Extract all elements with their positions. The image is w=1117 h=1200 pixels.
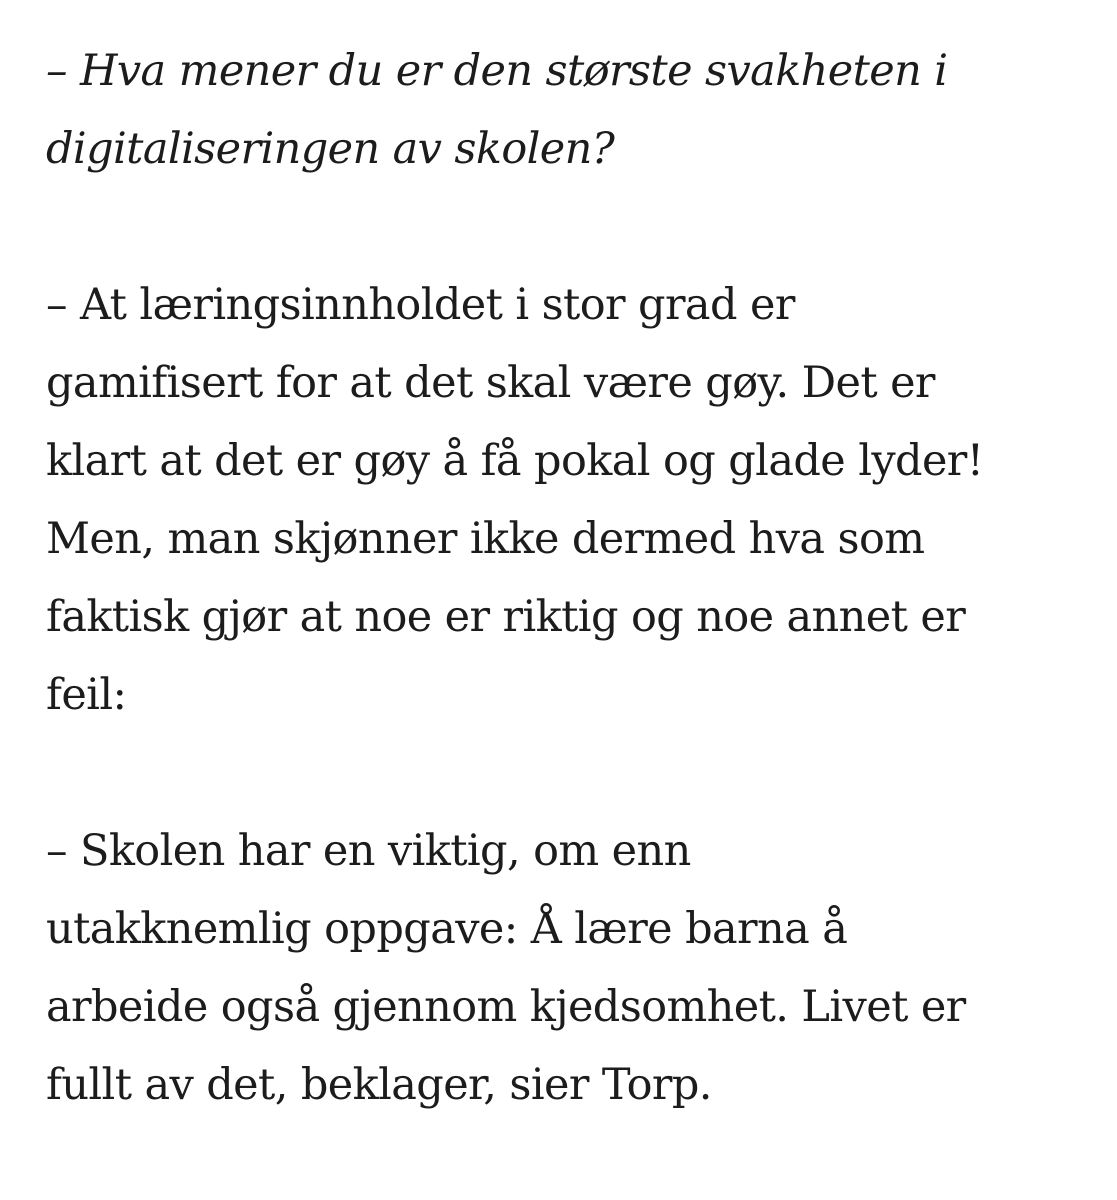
answer-paragraph: – Skolen har en viktig, om enn utakknemlig oppgave: Å lære barna å arbeide også gjennom kjedsomhet. Livet er fullt av det, beklager, sier Torp. [46, 826, 966, 1110]
article-body [46, 32, 1086, 1124]
interview-question: – Hva mener du er den største svakheten i digitaliseringen av skolen? [46, 46, 948, 174]
answer-paragraph: – At læringsinnholdet i stor grad er gamifisert for at det skal være gøy. Det er klart at det er gøy å få pokal og glade lyder! Men, man skjønner ikke dermed hva som faktisk gjør at noe er riktig og noe annet er feil: [46, 280, 984, 720]
